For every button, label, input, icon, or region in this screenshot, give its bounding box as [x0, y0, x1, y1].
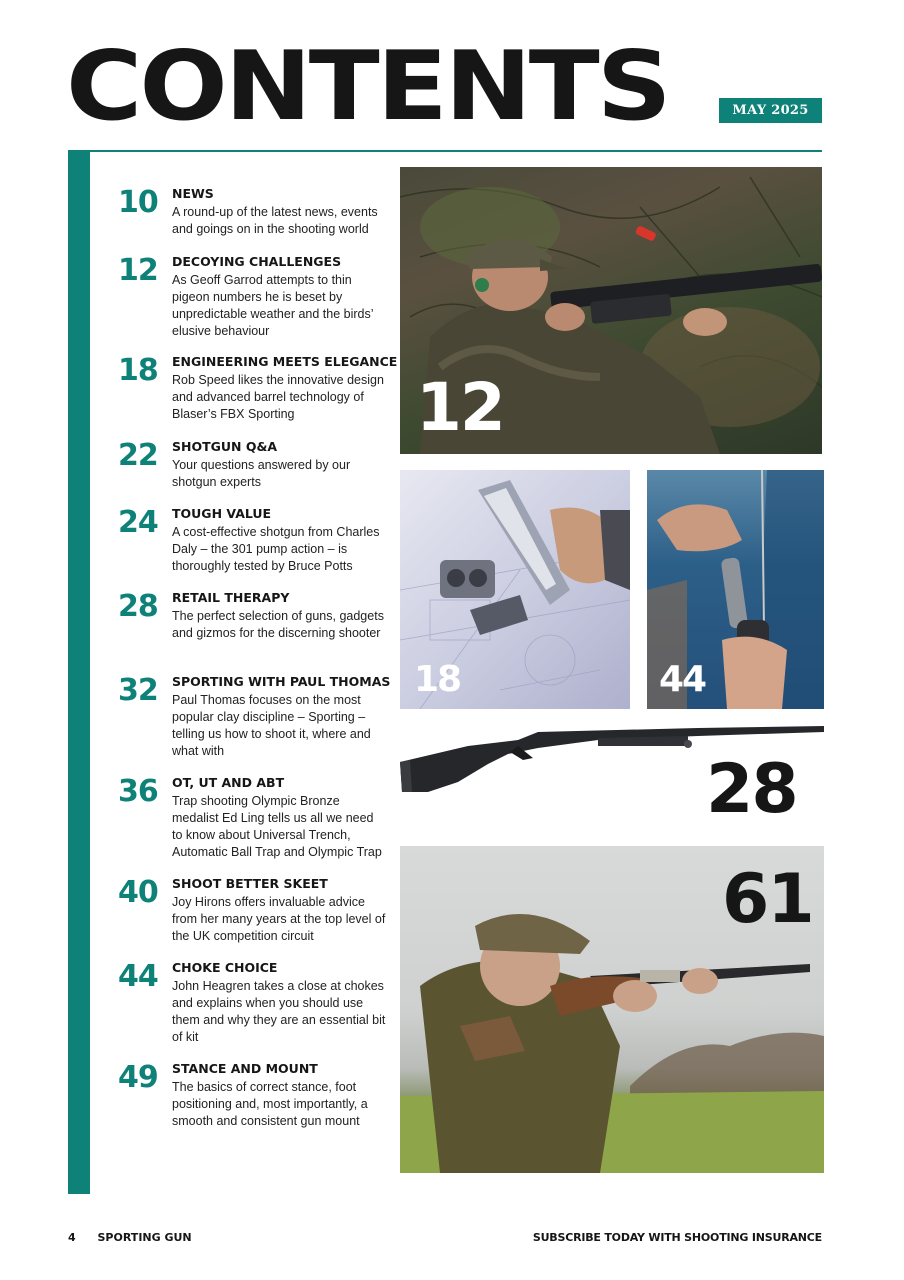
accent-sidebar	[68, 151, 90, 1194]
entry-description: The basics of correct stance, foot positioning and, most importantly, a smooth and consistent gun mount	[172, 1080, 368, 1128]
entry-title: CHOKE CHOICE	[172, 960, 278, 975]
entry-title: STANCE AND MOUNT	[172, 1061, 318, 1076]
page-number: 40	[118, 875, 158, 910]
photo-choke-tube[interactable]	[647, 470, 824, 709]
photo-decoying-hunter[interactable]	[400, 167, 822, 454]
entry-title: DECOYING CHALLENGES	[172, 254, 342, 269]
page-number: 18	[118, 353, 158, 388]
entry-description: Trap shooting Olympic Bronze medalist Ed Ling tells us all we need to know about Universal Trench, Automatic Ball Trap and Olympic Trap	[172, 794, 382, 859]
footer-page-number: 4	[68, 1231, 76, 1244]
entry-description: John Heagren takes a close at chokes and explains when you should use them and why they are an essential bit of kit	[172, 979, 386, 1044]
page-number: 24	[118, 505, 158, 540]
entry-description: A cost-effective shotgun from Charles Daly – the 301 pump action – is thoroughly tested by Bruce Potts	[172, 525, 380, 573]
entry-title: NEWS	[172, 186, 214, 201]
entry-description: Your questions answered by our shotgun experts	[172, 458, 351, 489]
photo-gun-action-parts[interactable]	[400, 470, 630, 709]
header-rule	[68, 150, 822, 152]
entry-title: OT, UT AND ABT	[172, 775, 285, 790]
feature-page-number: 61	[722, 860, 813, 939]
footer-magazine-name: SPORTING GUN	[97, 1231, 192, 1244]
feature-page-number: 18	[414, 659, 461, 700]
issue-date-badge: MAY 2025	[719, 98, 822, 123]
page-number: 36	[118, 774, 158, 809]
entry-title: SHOOT BETTER SKEET	[172, 876, 328, 891]
photo-stance-shooter[interactable]	[400, 846, 824, 1173]
entry-description: As Geoff Garrod attempts to thin pigeon numbers he is beset by unpredictable weather and the birds’ elusive behaviour	[172, 273, 374, 338]
entry-description: The perfect selection of guns, gadgets and gizmos for the discerning shooter	[172, 609, 384, 640]
page-number: 12	[118, 253, 158, 288]
entry-description: Joy Hirons offers invaluable advice from her many years at the top level of the UK competition circuit	[172, 895, 386, 943]
entry-title: SHOTGUN Q&A	[172, 439, 278, 454]
entry-description: Rob Speed likes the innovative design and advanced barrel technology of Blaser’s FBX Sporting	[172, 373, 384, 421]
page-number: 49	[118, 1060, 158, 1095]
entry-title: SPORTING WITH PAUL THOMAS	[172, 674, 391, 689]
retail-page-number: 28	[706, 750, 797, 829]
footer-subscribe-link[interactable]: SUBSCRIBE TODAY WITH SHOOTING INSURANCE	[532, 1231, 822, 1244]
entry-title: RETAIL THERAPY	[172, 590, 290, 605]
entry-description: A round-up of the latest news, events and goings on in the shooting world	[172, 205, 378, 236]
footer-folio	[68, 1231, 210, 1244]
page-number: 44	[118, 959, 158, 994]
page-number: 10	[118, 185, 158, 220]
entry-title: ENGINEERING MEETS ELEGANCE	[172, 354, 398, 369]
page-number: 22	[118, 438, 158, 473]
entry-title: TOUGH VALUE	[172, 506, 272, 521]
feature-page-number: 44	[659, 659, 706, 700]
page-title: CONTENTS	[66, 29, 669, 142]
page-number: 28	[118, 589, 158, 624]
feature-page-number: 12	[416, 369, 504, 446]
page-number: 32	[118, 673, 158, 708]
entry-description: Paul Thomas focuses on the most popular clay discipline – Sporting – telling us how to shoot it, where and what with	[172, 693, 371, 758]
